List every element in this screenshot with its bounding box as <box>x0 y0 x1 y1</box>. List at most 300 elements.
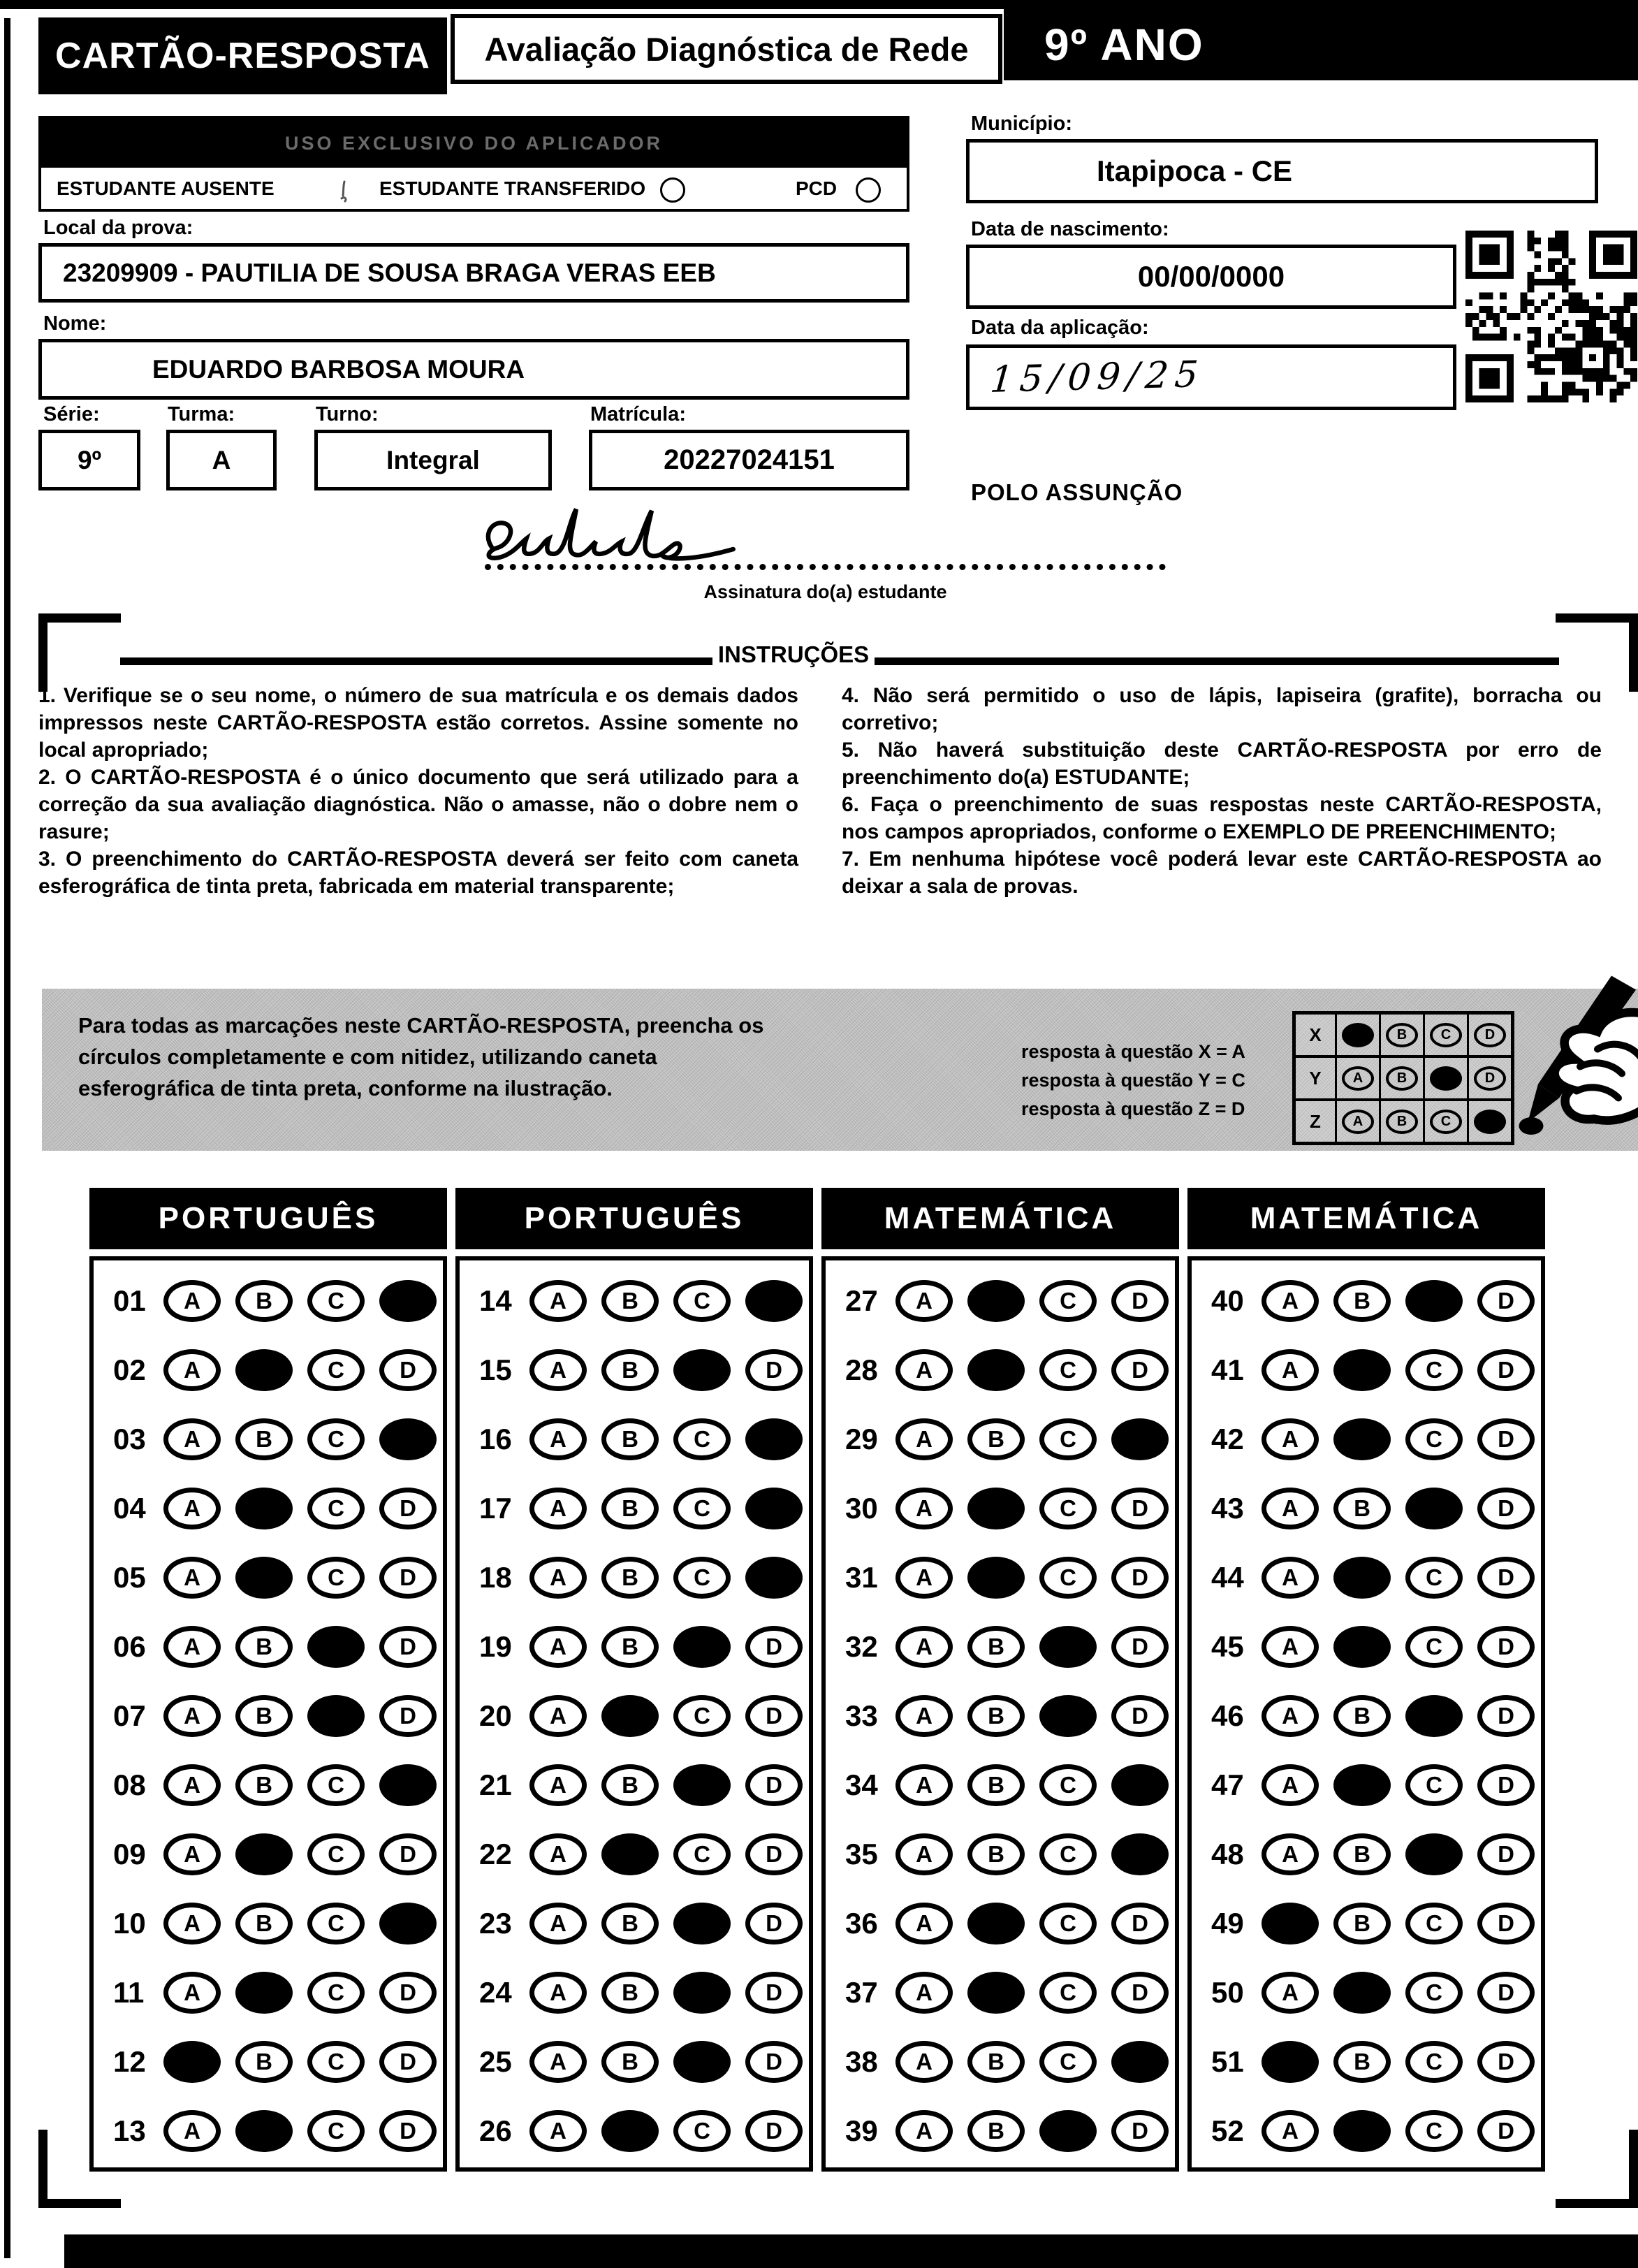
assessment-title: Avaliação Diagnóstica de Rede <box>451 14 1002 84</box>
answer-bubble-b[interactable] <box>967 1972 1025 2014</box>
fill-example-text: Para todas as marcações neste CARTÃO-RESPOSTA, preencha os círculos completamente e com nitidez, utilizando caneta esferográfica de tinta preta, conforme na ilustração. <box>78 1013 764 1100</box>
answer-bubble-b[interactable]: B <box>967 1695 1025 1737</box>
answer-bubble-b[interactable] <box>1333 2110 1391 2152</box>
answer-bubble-d[interactable]: D <box>745 1833 803 1875</box>
question-number: 12 <box>113 2044 146 2078</box>
answer-bubble-c[interactable]: C <box>673 1833 731 1875</box>
answer-bubble-a[interactable]: A <box>1262 1349 1319 1391</box>
answer-bubble-a[interactable]: A <box>1262 1833 1319 1875</box>
answer-bubble-c[interactable] <box>673 1764 731 1806</box>
answer-bubble-d[interactable] <box>745 1488 803 1529</box>
instruction-item: 3. O preenchimento do CARTÃO-RESPOSTA deverá ser feito com caneta esferográfica de tinta preta, fabricada em material transparente; <box>38 848 798 898</box>
answer-bubble-a[interactable]: A <box>895 1280 953 1322</box>
question-number: 52 <box>1211 2114 1244 2147</box>
question-row <box>460 1404 809 1474</box>
question-row <box>460 1474 809 1543</box>
answer-bubble-b[interactable]: B <box>1333 1903 1391 1944</box>
question-number: 47 <box>1211 1768 1244 1801</box>
answer-bubble-d[interactable]: D <box>745 1626 803 1668</box>
answer-bubble-d[interactable]: D <box>379 1972 437 2014</box>
answer-bubble-d[interactable]: D <box>1477 2041 1535 2083</box>
answer-bubble-b[interactable] <box>1333 1557 1391 1599</box>
answer-bubble-a[interactable]: A <box>163 1764 221 1806</box>
answer-bubble-b[interactable] <box>1333 1764 1391 1806</box>
question-row <box>826 1612 1175 1681</box>
answer-bubble-d[interactable] <box>379 1418 437 1460</box>
answer-bubble-d[interactable]: D <box>1111 1695 1169 1737</box>
answer-bubble-b[interactable] <box>235 1972 293 2014</box>
answer-bubble-d[interactable]: D <box>1477 1903 1535 1944</box>
data-aplicacao-label: Data da aplicação: <box>971 317 1149 339</box>
question-number: 33 <box>845 1699 878 1732</box>
instruction-item: 7. Em nenhuma hipótese você poderá levar este CARTÃO-RESPOSTA ao deixar a sala de provas. <box>842 848 1602 898</box>
question-number: 06 <box>113 1629 146 1663</box>
question-row <box>826 1750 1175 1819</box>
answer-bubble-a[interactable]: A <box>529 2110 587 2152</box>
answer-bubble-a[interactable]: A <box>529 1626 587 1668</box>
answer-bubble-d[interactable]: D <box>745 2110 803 2152</box>
answer-bubble-d[interactable]: D <box>1477 1488 1535 1529</box>
data-nascimento-value: 00/00/0000 <box>966 245 1456 309</box>
answer-bubble-c[interactable]: C <box>307 2041 365 2083</box>
answer-bubble-d[interactable] <box>745 1557 803 1599</box>
answer-bubble-d[interactable]: D <box>1111 1972 1169 2014</box>
answer-bubble-b[interactable]: B <box>967 1764 1025 1806</box>
answer-bubble-c[interactable]: C <box>307 1488 365 1529</box>
answer-bubble-d[interactable] <box>1111 1833 1169 1875</box>
answer-bubble-a[interactable] <box>1262 1903 1319 1944</box>
question-row <box>460 1750 809 1819</box>
section-header: MATEMÁTICA <box>821 1188 1179 1249</box>
question-number: 28 <box>845 1353 878 1386</box>
example-bubble-b: B <box>1386 1110 1418 1134</box>
answer-bubble-d[interactable] <box>1111 2041 1169 2083</box>
question-number: 37 <box>845 1975 878 2009</box>
question-row <box>826 1889 1175 1958</box>
answer-bubble-b[interactable] <box>1333 1349 1391 1391</box>
answer-bubble-c[interactable] <box>673 1903 731 1944</box>
answer-bubble-c[interactable]: C <box>1039 1488 1097 1529</box>
answer-bubble-d[interactable] <box>379 1903 437 1944</box>
answer-bubble-c[interactable]: C <box>1039 1349 1097 1391</box>
question-number: 03 <box>113 1422 146 1455</box>
answer-bubble-c[interactable] <box>673 1626 731 1668</box>
answer-bubble-c[interactable]: C <box>673 2110 731 2152</box>
answer-bubble-d[interactable]: D <box>1477 1764 1535 1806</box>
answer-bubble-b[interactable] <box>1333 1972 1391 2014</box>
question-row <box>94 1335 443 1404</box>
answer-bubble-b[interactable] <box>601 1833 659 1875</box>
answer-bubble-c[interactable]: C <box>307 1833 365 1875</box>
answer-bubble-c[interactable]: C <box>307 1349 365 1391</box>
answer-bubble-a[interactable]: A <box>163 1557 221 1599</box>
answer-bubble-c[interactable]: C <box>1039 1833 1097 1875</box>
signature-label: Assinatura do(a) estudante <box>703 581 947 602</box>
answer-bubble-b[interactable] <box>967 1903 1025 1944</box>
answer-bubble-c[interactable] <box>1405 1488 1463 1529</box>
answer-bubble-a[interactable]: A <box>529 1349 587 1391</box>
answer-bubble-a[interactable]: A <box>163 1695 221 1737</box>
answer-bubble-d[interactable]: D <box>379 1557 437 1599</box>
answer-bubble-a[interactable]: A <box>163 2110 221 2152</box>
answer-bubble-d[interactable]: D <box>379 1488 437 1529</box>
answer-bubble-a[interactable]: A <box>529 1764 587 1806</box>
answer-bubble-d[interactable]: D <box>745 1972 803 2014</box>
answer-bubble-b[interactable] <box>235 2110 293 2152</box>
answer-bubble-d[interactable] <box>379 1280 437 1322</box>
answer-bubble-d[interactable]: D <box>745 1349 803 1391</box>
answer-bubble-a[interactable]: A <box>895 1349 953 1391</box>
answer-box <box>821 1256 1179 2172</box>
question-row <box>1192 1612 1541 1681</box>
question-row <box>460 1681 809 1750</box>
answer-bubble-d[interactable]: D <box>1111 2110 1169 2152</box>
answer-bubble-c[interactable]: C <box>1039 1764 1097 1806</box>
answer-bubble-b[interactable] <box>967 1488 1025 1529</box>
question-row <box>94 1889 443 1958</box>
question-number: 18 <box>479 1560 512 1594</box>
answer-bubble-c[interactable]: C <box>1039 1280 1097 1322</box>
answer-bubble-a[interactable]: A <box>1262 1972 1319 2014</box>
answer-bubble-c[interactable]: C <box>1405 1626 1463 1668</box>
answer-bubble-a[interactable]: A <box>529 2041 587 2083</box>
answer-bubble-b[interactable] <box>967 1557 1025 1599</box>
answer-bubble-a[interactable]: A <box>895 1626 953 1668</box>
section-header: MATEMÁTICA <box>1187 1188 1545 1249</box>
answer-bubble-d[interactable]: D <box>1477 1833 1535 1875</box>
answer-bubble-b[interactable]: B <box>1333 1280 1391 1322</box>
question-number: 17 <box>479 1491 512 1525</box>
answer-bubble-b[interactable] <box>1333 1418 1391 1460</box>
answer-bubble-d[interactable]: D <box>1477 1349 1535 1391</box>
instruction-item: 1. Verifique se o seu nome, o número de sua matrícula e os demais dados impressos neste CARTÃO-RESPOSTA estão corretos. Assine somente no local apropriado; <box>38 684 798 762</box>
question-row <box>94 1266 443 1335</box>
answer-bubble-b[interactable]: B <box>601 1903 659 1944</box>
answer-bubble-d[interactable]: D <box>745 1903 803 1944</box>
answer-bubble-d[interactable]: D <box>1477 2110 1535 2152</box>
question-number: 36 <box>845 1906 878 1940</box>
example-bubble-d: D <box>1474 1066 1506 1091</box>
answer-bubble-d[interactable]: D <box>1111 1280 1169 1322</box>
answer-bubble-d[interactable]: D <box>745 1764 803 1806</box>
answer-bubble-a[interactable]: A <box>895 1695 953 1737</box>
answer-bubble-d[interactable]: D <box>745 2041 803 2083</box>
answer-bubble-d[interactable]: D <box>379 1626 437 1668</box>
answer-bubble-d[interactable]: D <box>1111 1349 1169 1391</box>
answer-bubble-b[interactable] <box>601 1695 659 1737</box>
question-row <box>460 1266 809 1335</box>
answer-bubble-c[interactable] <box>1039 1626 1097 1668</box>
answer-bubble-c[interactable]: C <box>1405 2110 1463 2152</box>
question-number: 24 <box>479 1975 512 2009</box>
answer-bubble-d[interactable]: D <box>1477 1280 1535 1322</box>
answer-bubble-a[interactable]: A <box>895 2041 953 2083</box>
answer-bubble-a[interactable]: A <box>1262 1488 1319 1529</box>
answer-bubble-d[interactable]: D <box>379 2041 437 2083</box>
answer-bubble-b[interactable] <box>235 1488 293 1529</box>
answer-bubble-c[interactable] <box>1405 1695 1463 1737</box>
question-number: 34 <box>845 1768 878 1801</box>
answer-bubble-c[interactable]: C <box>1039 2041 1097 2083</box>
question-row <box>1192 1543 1541 1612</box>
answer-bubble-a[interactable]: A <box>529 1833 587 1875</box>
answer-bubble-a[interactable]: A <box>895 1557 953 1599</box>
answer-bubble-d[interactable]: D <box>379 2110 437 2152</box>
answer-bubble-d[interactable] <box>1111 1764 1169 1806</box>
answer-bubble-c[interactable]: C <box>307 1764 365 1806</box>
answer-bubble-c[interactable] <box>1039 1695 1097 1737</box>
question-number: 10 <box>113 1906 146 1940</box>
example-grid-label: Y <box>1296 1058 1337 1098</box>
answer-bubble-b[interactable]: B <box>601 1972 659 2014</box>
answer-bubble-b[interactable]: B <box>967 2041 1025 2083</box>
answer-bubble-b[interactable]: B <box>235 1903 293 1944</box>
answer-bubble-a[interactable]: A <box>529 1695 587 1737</box>
answer-bubble-d[interactable] <box>745 1418 803 1460</box>
answer-bubble-a[interactable]: A <box>895 1972 953 2014</box>
answer-bubble-c[interactable]: C <box>1405 1557 1463 1599</box>
question-row <box>1192 1474 1541 1543</box>
matricula-value: 20227024151 <box>589 430 909 490</box>
answer-bubble-d[interactable] <box>745 1280 803 1322</box>
question-number: 08 <box>113 1768 146 1801</box>
answer-bubble-a[interactable]: A <box>1262 1764 1319 1806</box>
question-row <box>826 1958 1175 2027</box>
answer-bubble-a[interactable]: A <box>1262 1418 1319 1460</box>
question-row <box>94 1612 443 1681</box>
answer-bubble-b[interactable]: B <box>601 1488 659 1529</box>
answer-bubble-a[interactable]: A <box>163 1833 221 1875</box>
answer-bubble-b[interactable]: B <box>967 1418 1025 1460</box>
question-row <box>826 1681 1175 1750</box>
answer-bubble-b[interactable]: B <box>601 2041 659 2083</box>
example-bubble-c: C <box>1430 1023 1462 1047</box>
example-grid-label: Z <box>1296 1101 1337 1142</box>
answer-bubble-d[interactable]: D <box>1477 1972 1535 2014</box>
answer-bubble-c[interactable] <box>673 1972 731 2014</box>
answer-bubble-b[interactable]: B <box>1333 1695 1391 1737</box>
answer-bubble-a[interactable]: A <box>163 1349 221 1391</box>
answer-bubble-c[interactable]: C <box>673 1418 731 1460</box>
question-number: 51 <box>1211 2044 1244 2078</box>
answer-bubble-c[interactable]: C <box>1039 1557 1097 1599</box>
answer-bubble-b[interactable] <box>601 2110 659 2152</box>
answer-bubble-a[interactable]: A <box>1262 1695 1319 1737</box>
answer-bubble-d[interactable] <box>1111 1418 1169 1460</box>
answer-bubble-c[interactable]: C <box>307 1972 365 2014</box>
question-row <box>460 1889 809 1958</box>
answer-bubble-a[interactable]: A <box>895 1488 953 1529</box>
answer-bubble-a[interactable]: A <box>163 1626 221 1668</box>
answer-bubble-c[interactable]: C <box>1405 2041 1463 2083</box>
question-row <box>1192 2096 1541 2165</box>
answer-bubble-a[interactable]: A <box>163 1418 221 1460</box>
answer-bubble-d[interactable]: D <box>1111 1626 1169 1668</box>
answer-bubble-a[interactable]: A <box>1262 1280 1319 1322</box>
answer-section <box>821 1188 1179 2172</box>
polo-label: POLO ASSUNÇÃO <box>971 479 1183 505</box>
answer-bubble-c[interactable]: C <box>673 1280 731 1322</box>
question-number: 14 <box>479 1284 512 1317</box>
answer-bubble-c[interactable] <box>1039 2110 1097 2152</box>
answer-bubble-a[interactable]: A <box>529 1488 587 1529</box>
question-row <box>1192 1819 1541 1889</box>
question-number: 31 <box>845 1560 878 1594</box>
answer-bubble-c[interactable]: C <box>1039 1903 1097 1944</box>
answer-bubble-a[interactable]: A <box>1262 2110 1319 2152</box>
answer-bubble-a[interactable]: A <box>163 1903 221 1944</box>
question-number: 05 <box>113 1560 146 1594</box>
question-number: 04 <box>113 1491 146 1525</box>
answer-bubble-b[interactable]: B <box>967 1833 1025 1875</box>
answer-bubble-b[interactable]: B <box>235 1695 293 1737</box>
question-row <box>94 1958 443 2027</box>
answer-bubble-c[interactable]: C <box>307 1557 365 1599</box>
answer-bubble-b[interactable]: B <box>235 1764 293 1806</box>
answer-bubble-b[interactable] <box>1333 1626 1391 1668</box>
answer-bubble-c[interactable] <box>1405 1280 1463 1322</box>
question-number: 39 <box>845 2114 878 2147</box>
answer-bubble-c[interactable]: C <box>1405 1418 1463 1460</box>
answer-bubble-a[interactable]: A <box>1262 1557 1319 1599</box>
answer-bubble-a[interactable]: A <box>529 1418 587 1460</box>
answer-box <box>455 1256 813 2172</box>
answer-bubble-c[interactable]: C <box>307 1418 365 1460</box>
question-row <box>826 1404 1175 1474</box>
answer-bubble-c[interactable]: C <box>1039 1972 1097 2014</box>
answer-bubble-a[interactable] <box>1262 2041 1319 2083</box>
answer-bubble-d[interactable]: D <box>1111 1488 1169 1529</box>
answer-bubble-c[interactable]: C <box>673 1557 731 1599</box>
turma-label: Turma: <box>168 403 235 426</box>
answer-bubble-d[interactable]: D <box>379 1349 437 1391</box>
answer-bubble-b[interactable]: B <box>601 1418 659 1460</box>
answer-bubble-c[interactable]: C <box>1405 1903 1463 1944</box>
answer-bubble-d[interactable]: D <box>1111 1903 1169 1944</box>
answer-bubble-c[interactable]: C <box>307 2110 365 2152</box>
answer-bubble-b[interactable] <box>235 1349 293 1391</box>
answer-bubble-b[interactable]: B <box>601 1557 659 1599</box>
answer-bubble-b[interactable] <box>235 1557 293 1599</box>
answer-bubble-a[interactable]: A <box>895 1418 953 1460</box>
answer-bubble-b[interactable]: B <box>601 1626 659 1668</box>
question-number: 23 <box>479 1906 512 1940</box>
answer-bubble-c[interactable] <box>673 1349 731 1391</box>
answer-bubble-c[interactable]: C <box>1039 1418 1097 1460</box>
answer-bubble-c[interactable] <box>307 1695 365 1737</box>
answer-bubble-c[interactable]: C <box>1405 1972 1463 2014</box>
answer-bubble-c[interactable]: C <box>307 1903 365 1944</box>
answer-bubble-b[interactable]: B <box>1333 1833 1391 1875</box>
answer-bubble-b[interactable]: B <box>235 2041 293 2083</box>
answer-bubble-b[interactable]: B <box>235 1626 293 1668</box>
answer-bubble-c[interactable]: C <box>1405 1349 1463 1391</box>
answer-bubble-a[interactable]: A <box>895 1833 953 1875</box>
turma-value: A <box>166 430 277 490</box>
answer-bubble-b[interactable]: B <box>967 2110 1025 2152</box>
question-row <box>1192 1681 1541 1750</box>
answer-bubble-a[interactable]: A <box>895 1903 953 1944</box>
question-number: 30 <box>845 1491 878 1525</box>
question-row <box>460 1543 809 1612</box>
question-number: 35 <box>845 1837 878 1870</box>
question-number: 11 <box>113 1975 145 2009</box>
question-number: 50 <box>1211 1975 1244 2009</box>
answer-bubble-d[interactable]: D <box>379 1833 437 1875</box>
answer-bubble-a[interactable]: A <box>163 1972 221 2014</box>
answer-bubble-a[interactable]: A <box>529 1972 587 2014</box>
answer-bubble-b[interactable]: B <box>1333 2041 1391 2083</box>
answer-bubble-c[interactable]: C <box>673 1695 731 1737</box>
answer-bubble-c[interactable] <box>673 2041 731 2083</box>
answer-bubble-d[interactable]: D <box>1477 1695 1535 1737</box>
data-nascimento-label: Data de nascimento: <box>971 218 1169 240</box>
question-row <box>460 2027 809 2096</box>
answer-bubble-b[interactable]: B <box>1333 1488 1391 1529</box>
answer-bubble-c[interactable] <box>307 1626 365 1668</box>
answer-bubble-b[interactable] <box>967 1349 1025 1391</box>
answer-bubble-d[interactable]: D <box>745 1695 803 1737</box>
answer-bubble-c[interactable]: C <box>673 1488 731 1529</box>
answer-bubble-b[interactable]: B <box>601 1349 659 1391</box>
answer-bubble-b[interactable]: B <box>601 1280 659 1322</box>
answer-bubble-a[interactable]: A <box>1262 1626 1319 1668</box>
answer-bubble-d[interactable]: D <box>1111 1557 1169 1599</box>
answer-bubble-a[interactable]: A <box>163 1280 221 1322</box>
local-da-prova-value: 23209909 - PAUTILIA DE SOUSA BRAGA VERAS EEB <box>38 243 909 303</box>
answer-bubble-d[interactable]: D <box>379 1695 437 1737</box>
question-row <box>826 2096 1175 2165</box>
question-row <box>1192 1750 1541 1819</box>
question-row <box>94 1543 443 1612</box>
example-bubble-b: B <box>1386 1066 1418 1091</box>
instruction-item: 6. Faça o preenchimento de suas respostas neste CARTÃO-RESPOSTA, nos campos apropriados, conforme o EXEMPLO DE PREENCHIMENTO; <box>842 793 1602 843</box>
section-header: PORTUGUÊS <box>455 1188 813 1249</box>
answer-bubble-b[interactable]: B <box>967 1626 1025 1668</box>
instruction-item: 5. Não haverá substituição deste CARTÃO-RESPOSTA por erro de preenchimento do(a) ESTUDANTE; <box>842 739 1602 789</box>
question-row <box>1192 1266 1541 1335</box>
answer-bubble-a[interactable]: A <box>529 1280 587 1322</box>
answer-bubble-a[interactable]: A <box>163 1488 221 1529</box>
answer-section <box>89 1188 447 2172</box>
instructions-title: INSTRUÇÕES <box>717 641 870 667</box>
question-number: 27 <box>845 1284 878 1317</box>
question-row <box>94 1681 443 1750</box>
answer-bubble-d[interactable]: D <box>1477 1626 1535 1668</box>
answer-bubble-a[interactable]: A <box>895 1764 953 1806</box>
answer-bubble-b[interactable]: B <box>601 1764 659 1806</box>
answer-bubble-b[interactable]: B <box>235 1418 293 1460</box>
answer-bubble-d[interactable]: D <box>1477 1557 1535 1599</box>
answer-bubble-a[interactable] <box>163 2041 221 2083</box>
answer-bubble-a[interactable]: A <box>529 1557 587 1599</box>
answer-bubble-a[interactable]: A <box>529 1903 587 1944</box>
answer-box <box>89 1256 447 2172</box>
answer-bubble-b[interactable] <box>967 1280 1025 1322</box>
question-number: 20 <box>479 1699 512 1732</box>
question-number: 26 <box>479 2114 512 2147</box>
answer-bubble-b[interactable] <box>235 1833 293 1875</box>
answer-bubble-a[interactable]: A <box>895 2110 953 2152</box>
answer-bubble-c[interactable]: C <box>307 1280 365 1322</box>
answer-bubble-c[interactable] <box>1405 1833 1463 1875</box>
question-number: 40 <box>1211 1284 1244 1317</box>
answer-bubble-d[interactable]: D <box>1477 1418 1535 1460</box>
answer-bubble-c[interactable]: C <box>1405 1764 1463 1806</box>
municipio-label: Município: <box>971 112 1072 135</box>
answer-bubble-d[interactable] <box>379 1764 437 1806</box>
answer-bubble-b[interactable]: B <box>235 1280 293 1322</box>
